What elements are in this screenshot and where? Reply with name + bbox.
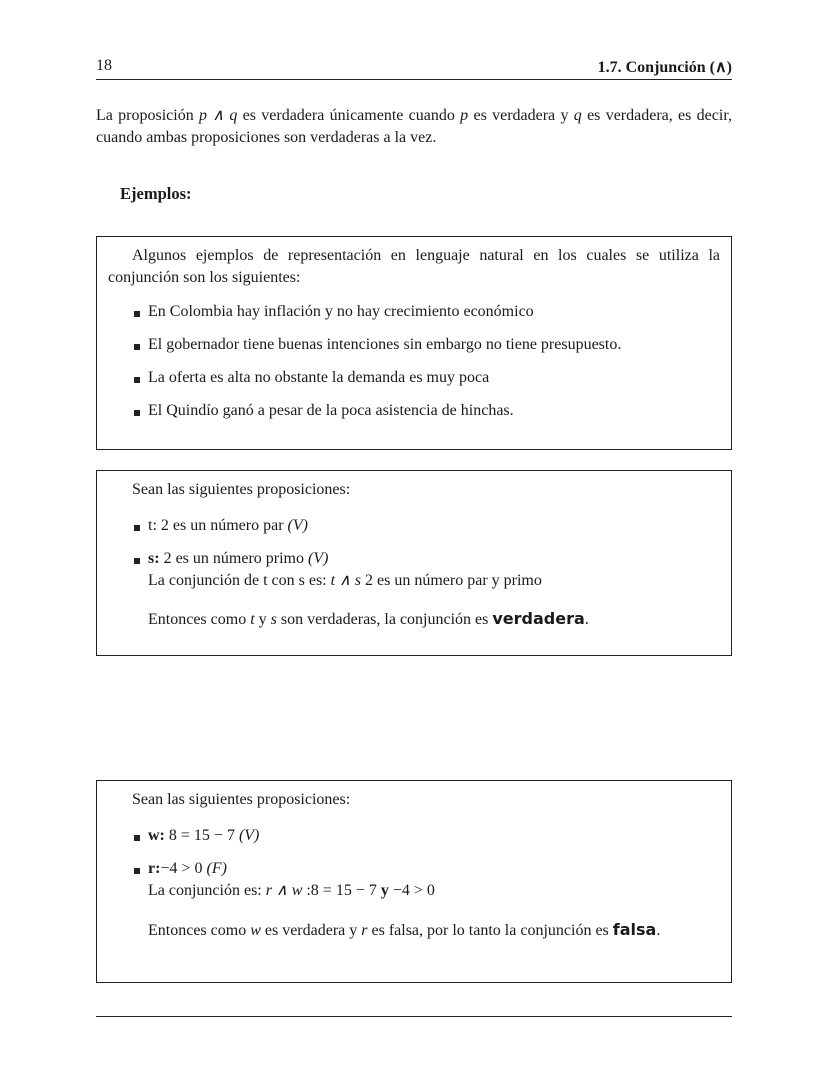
conclusion-text: . [656,922,661,939]
bullet-icon [134,377,140,383]
conj-text: La conjunción es: [148,882,266,899]
bullet-icon [134,558,140,564]
var-t: t [250,611,255,628]
conjunction-line [148,570,542,590]
conclusion [148,609,589,629]
prop-label-r: r: [148,860,161,877]
conjunction-line [148,880,435,900]
prop-text: 2 es un número par [156,517,288,534]
example-box-false-conjunction [96,780,732,983]
intro-text: es verdadera y [468,107,574,124]
result-true: verdadera [492,609,585,628]
prop-formula: 8 = 15 − 7 [164,827,239,844]
truth-value: (V) [307,550,329,567]
box3-heading: Sean las siguientes proposiciones: [132,791,351,808]
conj-eq: −4 > 0 [388,882,435,899]
truth-value: (V) [238,827,260,844]
conclusion-text: es verdadera y [260,922,362,939]
result-false: falsa [612,920,657,939]
conclusion-text: es falsa, por lo tanto la conjunción es [367,922,613,939]
bullet-icon [134,344,140,350]
conclusion-text: Entonces como [148,611,251,628]
conclusion-text: y [254,611,271,628]
conj-formula: t ∧ s [330,572,362,589]
conj-eq: :8 = 15 − 7 [302,882,381,899]
list-item-r [148,860,227,878]
conclusion-text: son verdaderas, la conjunción es [276,611,493,628]
page-header [96,57,732,80]
prop-label-w: w: [148,827,165,844]
example-box-true-conjunction [96,470,732,656]
conclusion-text: . [584,611,589,628]
box2-heading: Sean las siguientes proposiciones: [132,481,351,498]
list-item: La oferta es alta no obstante la demanda es muy poca [148,369,490,386]
bullet-icon [134,525,140,531]
examples-heading: Ejemplos: [120,184,192,203]
conj-y: y [380,882,389,899]
truth-value: (F) [206,860,227,877]
intro-paragraph [96,105,732,149]
intro-formula: p ∧ q [199,107,238,124]
list-item: El Quindío ganó a pesar de la poca asistencia de hinchas. [148,402,514,419]
bullet-icon [134,835,140,841]
intro-text: La proposición [96,107,200,124]
list-item-t [148,517,308,535]
prop-label-s: s: [148,550,160,567]
prop-label-t: t: [148,517,157,534]
bullet-icon [134,868,140,874]
bullet-icon [134,410,140,416]
prop-text: 2 es un número primo [159,550,308,567]
bullet-icon [134,311,140,317]
conj-result: 2 es un número par y primo [361,572,542,589]
var-w: w [250,922,261,939]
intro-var-q: q [573,107,582,124]
intro-var-p: p [460,107,469,124]
list-item: En Colombia hay inflación y no hay crecimiento económico [148,303,534,320]
prop-formula: −4 > 0 [160,860,207,877]
truth-value: (V) [287,517,308,534]
examples-box-natural-language [96,236,732,450]
var-r: r [361,922,368,939]
var-s: s [270,611,277,628]
list-item-s [148,550,328,568]
section-title: 1.7. Conjunción (∧) [597,59,732,76]
conclusion [148,919,720,942]
footer-rule [96,1016,732,1017]
intro-text: es verdadera únicamente cuando [237,107,461,124]
page-number: 18 [96,57,112,74]
list-item-w [148,827,259,845]
conj-formula: r ∧ w [265,882,303,899]
conj-text: La conjunción de t con s es: [148,572,331,589]
conclusion-text: Entonces como [148,922,251,939]
list-item: El gobernador tiene buenas intenciones sin embargo no tiene presupuesto. [148,336,622,353]
intro-text: es verdadera, es decir, cuando ambas proposiciones son verdaderas a la vez. [96,107,733,146]
box1-paragraph: Algunos ejemplos de representación en lenguaje natural en los cuales se utiliza la conjunción son los siguientes: [108,247,720,286]
